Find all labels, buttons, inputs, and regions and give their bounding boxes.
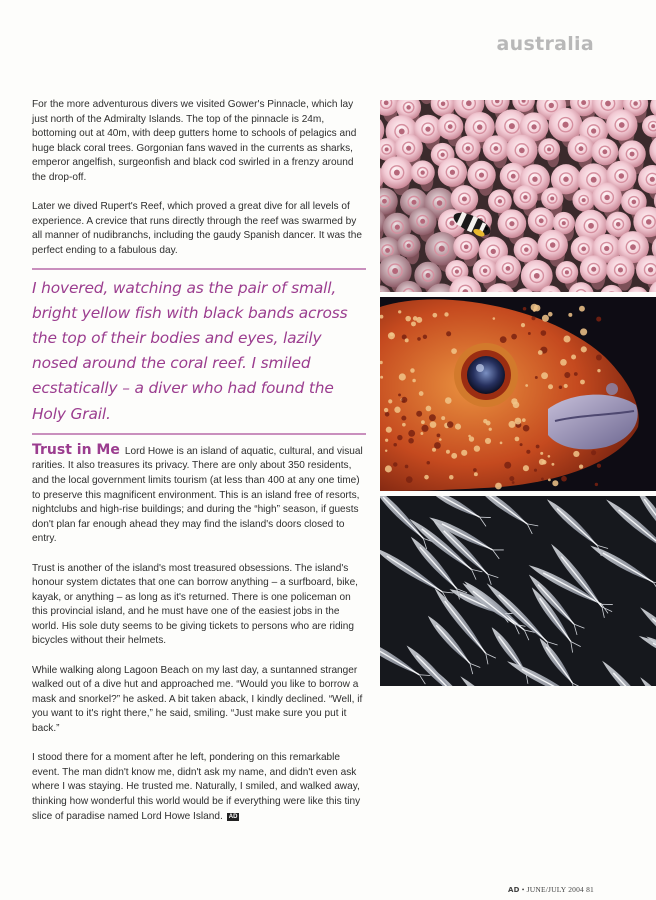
- body-paragraph-2: While walking along Lagoon Beach on my last day, a suntanned stranger walked out of a dive hut and approached me. “Would you like to borrow a mask and snorkel?” he asked. A bit taken aback, I kindly declined. “Well, if you want to it's right there,” he said, smiling. “Just make sure you put it back.”: [32, 664, 363, 735]
- intro-paragraph-1: For the more adventurous divers we visited Gower's Pinnacle, which lay just north of the Admiralty Islands. The top of the pinnacle is 24m, bottoming out at 40m, with deep gutters home to schools of pelagics and huge black coral trees. Gorgonian fans waved in the currents as sharks, emperor angelfish, surgeonfish and black cod swirled in a frenzy around the drop-off.: [32, 99, 357, 183]
- section-label: australia: [496, 33, 594, 55]
- trust-in-me-lead-paragraph: [32, 443, 366, 547]
- section-lead-text: Lord Howe is an island of aquatic, cultural, and visual rarities. It also treasures its privacy. There are only about 350 residents, and the local government limits tourism (at less than 400 at any one time) to preserve this magnificent environment. This is an island free of resorts, nightclubs and high-rise buildings; and during the “high” season, if guests don't plan far enough ahead they may find the island's doors closed to entry.: [32, 445, 363, 545]
- photo-red-fish-closeup: [380, 297, 656, 491]
- body-paragraph-3: [32, 751, 366, 824]
- fish-eye-icon: [467, 356, 505, 394]
- article-body: [32, 98, 366, 824]
- photo-school-of-catfish: [380, 496, 656, 686]
- footer-separator: •: [521, 885, 525, 894]
- end-mark-logo: AD: [228, 813, 238, 820]
- intro-paragraph-2: Later we dived Rupert's Reef, which proved a great dive for all levels of experience. A crevice that runs directly through the reef was swarmed by all manner of nudibranchs, including the gaudy Spanish dancer. It was the perfect ending to a fabulous day.: [32, 201, 362, 256]
- pull-quote: [32, 268, 366, 435]
- section-heading: Trust in Me: [32, 441, 120, 458]
- photo-anemone-clownfish: [380, 100, 656, 292]
- page-number: 81: [586, 885, 594, 894]
- magazine-logo: AD: [507, 886, 520, 894]
- issue-date: JUNE/JULY 2004: [526, 885, 585, 894]
- pull-quote-text: I hovered, watching as the pair of small, bright yellow fish with black bands across the top of their bodies and eyes, lazily nosed around the coral reef. I smiled ecstatically – a diver who had found the Holy Grail.: [32, 278, 348, 423]
- body-paragraph-1: Trust is another of the island's most treasured obsessions. The island's honour system dictates that one can borrow anything – a surfboard, bike, kayak, or anything – as long as it's returned. There is one policeman on this provincial island, and he must have one of the easiest jobs in the world. His sole duty seems to be giving tickets to persons who are riding bicycles without their helmets.: [32, 562, 358, 647]
- body-paragraph-3-text: I stood there for a moment after he left, pondering on this remarkable event. The man didn't know me, didn't ask my name, and didn't even ask where I was staying. He trusted me. Naturally, I smiled, and walked away, thinking how wonderful this world would be if everything were like this tiny slice of paradise named Lord Howe Island.: [32, 752, 361, 822]
- page-footer: [508, 885, 594, 894]
